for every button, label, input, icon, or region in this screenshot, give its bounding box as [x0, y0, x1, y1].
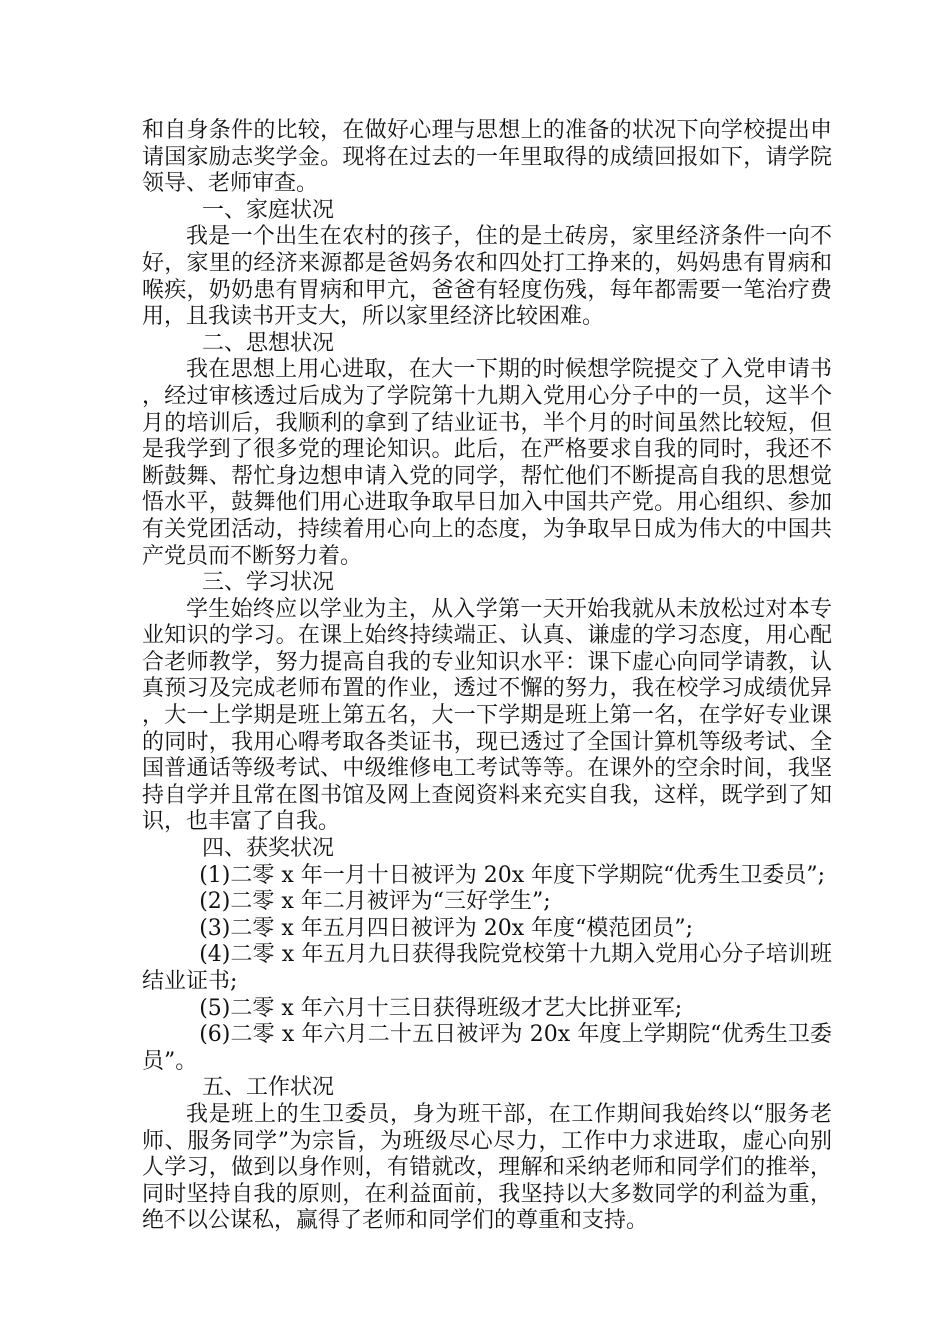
award-item: (1)二零 x 年一月十日被评为 20x 年度下学期院“优秀生卫委员”; — [199, 862, 826, 888]
section-body-thought: 我在思想上用心进取，在大一下期的时候想学院提交了入党申请书，经过审核透过后成为了学院第十九期入党用心分子中的一员，这半个月的培训后，我顺利的拿到了结业证书，半个月的时间虽然比较短，但是我学到了很多党的理论知识。此后，在严格要求自我的同时，我还不断鼓舞、帮忙身边想申请入党的同学，帮忙他们不断提高自我的思想觉悟水平，鼓舞他们用心进取争取早日加入中国共产党。用心组织、参加有关党团活动，持续着用心向上的态度，为争取早日成为伟大的中国共产党员而不断努力着。 — [142, 357, 832, 569]
award-item: (2)二零 x 年二月被评为“三好学生”; — [199, 889, 551, 915]
section-heading-family: 一、家庭状况 — [202, 197, 335, 223]
section-body-work: 我是班上的生卫委员，身为班干部，在工作期间我始终以“服务老师、服务同学”为宗旨，为班级尽心尽力，工作中力求进取，虚心向别人学习，做到以身作则，有错就改，理解和采纳老师和同学们的推举，同时坚持自我的原则，在利益面前，我坚持以大多数同学的利益为重，绝不以公谋私，赢得了老师和同学们的尊重和支持。 — [142, 1101, 832, 1234]
document-page — [142, 118, 832, 1235]
section-heading-awards: 四、获奖状况 — [202, 836, 335, 862]
section-body-family: 我是一个出生在农村的孩子，住的是土砖房，家里经济条件一向不好，家里的经济来源都是爸妈务农和四处打工挣来的，妈妈患有胃病和喉疾，奶奶患有胃病和甲亢，爸爸有轻度伤残，每年都需要一笔治疗费用，且我读书开支大，所以家里经济比较困难。 — [142, 224, 832, 330]
award-item: (3)二零 x 年五月四日被评为 20x 年度“模范团员”; — [199, 915, 694, 941]
award-item: (6)二零 x 年六月二十五日被评为 20x 年度上学期院“优秀生卫委员”。 — [142, 1022, 832, 1074]
section-heading-work: 五、工作状况 — [202, 1075, 335, 1101]
section-heading-study: 三、学习状况 — [202, 570, 335, 596]
award-item: (4)二零 x 年五月九日获得我院党校第十九期入党用心分子培训班结业证书; — [142, 942, 832, 994]
award-item: (5)二零 x 年六月十三日获得班级才艺大比拼亚军; — [199, 995, 683, 1021]
section-body-study: 学生始终应以学业为主，从入学第一天开始我就从未放松过对本专业知识的学习。在课上始终持续端正、认真、谦虚的学习态度，用心配合老师教学，努力提高自我的专业知识水平：课下虚心向同学请教，认真预习及完成老师布置的作业，透过不懈的努力，我在校学习成绩优异，大一上学期是班上第五名，大一下学期是班上第一名，在学好专业课的同时，我用心嘚考取各类证书，现已透过了全国计算机等级考试、全国普通话等级考试、中级维修电工考试等等。在课外的空余时间，我坚持自学并且常在图书馆及网上查阅资料来充实自我，这样，既学到了知识，也丰富了自我。 — [142, 596, 832, 835]
section-heading-thought: 二、思想状况 — [202, 330, 335, 356]
intro-paragraph: 和自身条件的比较，在做好心理与思想上的准备的状况下向学校提出申请国家励志奖学金。现将在过去的一年里取得的成绩回报如下，请学院领导、老师审查。 — [142, 118, 832, 197]
